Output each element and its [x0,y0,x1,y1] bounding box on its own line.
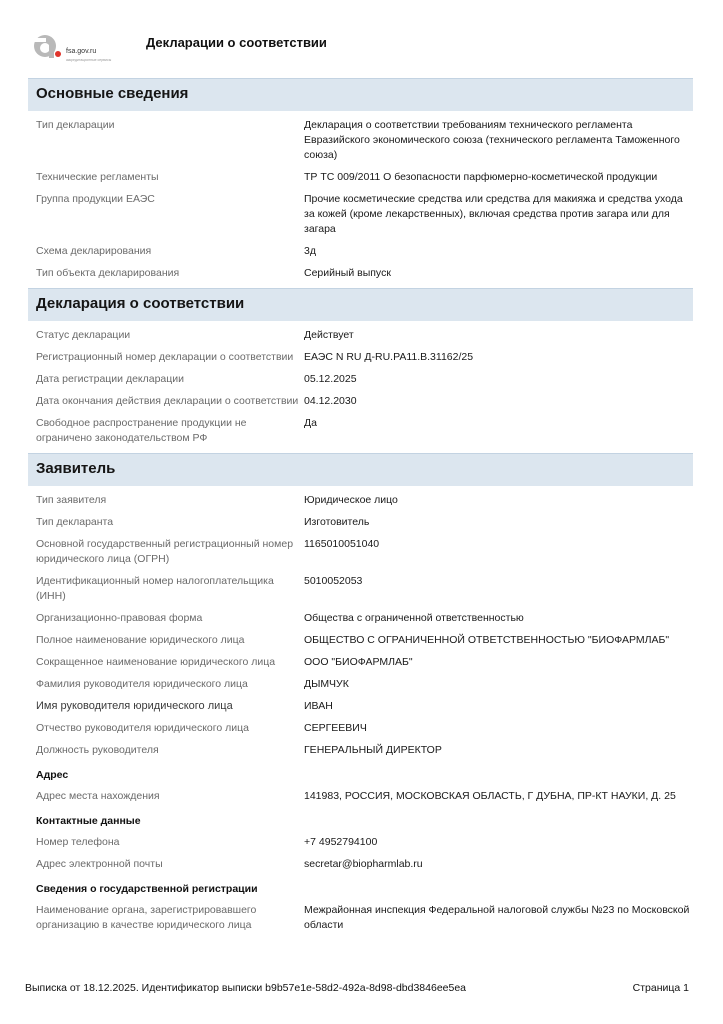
field-value: Декларация о соответствии требованиям технического регламента Евразийского экономического союза (технического регламента Таможенного союза) [304,119,680,161]
field-label: Отчество руководителя юридического лица [36,722,249,734]
field-row [28,633,693,648]
field-label: Группа продукции ЕАЭС [36,193,155,205]
fsa-logo [32,30,122,66]
field-row [28,350,693,365]
field-label: Имя руководителя юридического лица [36,700,233,712]
field-value: 3д [304,245,316,257]
field-row [28,721,693,736]
field-value: ОБЩЕСТВО С ОГРАНИЧЕННОЙ ОТВЕТСТВЕННОСТЬЮ "БИОФАРМЛАБ" [304,634,670,646]
field-row [28,118,693,163]
field-label: Номер телефона [36,836,120,848]
field-row [28,394,693,409]
field-row [28,537,693,567]
field-value: Межрайонная инспекция Федеральной налоговой службы №23 по Московской области [304,904,690,931]
page-number: Страница 1 [632,982,689,994]
document-title: Декларации о соответствии [146,35,327,50]
field-label: Статус декларации [36,329,131,341]
field-row [28,903,693,933]
field-row [28,655,693,670]
field-value: +7 4952794100 [304,836,378,848]
field-label: Должность руководителя [36,744,159,756]
field-label: Полное наименование юридического лица [36,634,245,646]
field-value: secretar@biopharmlab.ru [304,858,423,870]
field-label: Дата регистрации декларации [36,373,185,385]
field-row [28,372,693,387]
field-value: Общества с ограниченной ответственностью [304,612,524,624]
field-value: 04.12.2030 [304,395,357,407]
field-label: Организационно-правовая форма [36,612,203,624]
field-value: ИВАН [304,700,333,712]
field-value: 1165010051040 [304,538,380,550]
field-row [28,416,693,446]
logo-subtitle: аккредитационные сервисы [66,58,112,62]
field-value: Прочие косметические средства или средства для макияжа и средства ухода за кожей (кроме лекарственных), включая средства против загара или для загара [304,193,683,235]
section-basic-title: Основные сведения [28,78,693,111]
document-body [28,78,693,940]
field-label: Фамилия руководителя юридического лица [36,678,248,690]
field-value: 5010052053 [304,575,363,587]
field-label: Тип декларанта [36,516,114,528]
field-label: Адрес места нахождения [36,790,160,802]
field-row [28,493,693,508]
field-label: Схема декларирования [36,245,152,257]
field-value: ГЕНЕРАЛЬНЫЙ ДИРЕКТОР [304,744,442,756]
fsa-logo-icon [32,30,62,62]
field-row [28,677,693,692]
field-value: Серийный выпуск [304,267,391,279]
field-label: Дата окончания действия декларации о соответствии [36,395,299,407]
section-applicant-title: Заявитель [28,453,693,486]
extract-info: Выписка от 18.12.2025. Идентификатор выписки b9b57e1e-58d2-492a-8d98-dbd3846ee5ea [25,982,467,994]
field-value: ТР ТС 009/2011 О безопасности парфюмерно-косметической продукции [304,171,658,183]
field-label: Идентификационный номер налогоплательщика (ИНН) [36,575,274,602]
field-value: ООО "БИОФАРМЛАБ" [304,656,413,668]
field-row [28,266,693,281]
field-value: Юридическое лицо [304,494,398,506]
field-row [28,574,693,604]
field-value: СЕРГЕЕВИЧ [304,722,367,734]
field-label: Тип объекта декларирования [36,267,180,279]
field-value: Да [304,417,317,429]
field-label: Сокращенное наименование юридического лица [36,656,276,668]
field-label: Наименование органа, зарегистрировавшего организацию в качестве юридического лица [36,904,257,931]
field-row [28,857,693,872]
registration-subheading: Сведения о государственной регистрации [36,883,258,895]
field-label: Регистрационный номер декларации о соответствии [36,351,294,363]
field-value: 141983, РОССИЯ, МОСКОВСКАЯ ОБЛАСТЬ, Г ДУБНА, ПР-КТ НАУКИ, Д. 25 [304,790,676,802]
field-label: Свободное распространение продукции не ограничено законодательством РФ [36,417,247,444]
field-row [28,611,693,626]
field-row [28,170,693,185]
field-row [28,699,693,714]
field-row [28,328,693,343]
contacts-subheading: Контактные данные [36,815,141,827]
field-value: 05.12.2025 [304,373,357,385]
field-value: ЕАЭС N RU Д-RU.PA11.B.31162/25 [304,351,474,363]
field-row [28,835,693,850]
field-row [28,789,693,804]
section-declaration-title: Декларация о соответствии [28,288,693,321]
field-label: Тип декларации [36,119,115,131]
field-label: Технические регламенты [36,171,159,183]
address-subheading: Адрес [36,769,69,781]
field-row [28,743,693,758]
logo-site-text: fsa.gov.ru [66,48,97,55]
page-header [0,0,723,78]
field-label: Основной государственный регистрационный номер юридического лица (ОГРН) [36,538,294,565]
field-value: Изготовитель [304,516,370,528]
field-row [28,515,693,530]
field-row [28,244,693,259]
field-label: Тип заявителя [36,494,107,506]
field-label: Адрес электронной почты [36,858,163,870]
field-value: Действует [304,329,354,341]
field-value: ДЫМЧУК [304,678,349,690]
field-row [28,192,693,237]
